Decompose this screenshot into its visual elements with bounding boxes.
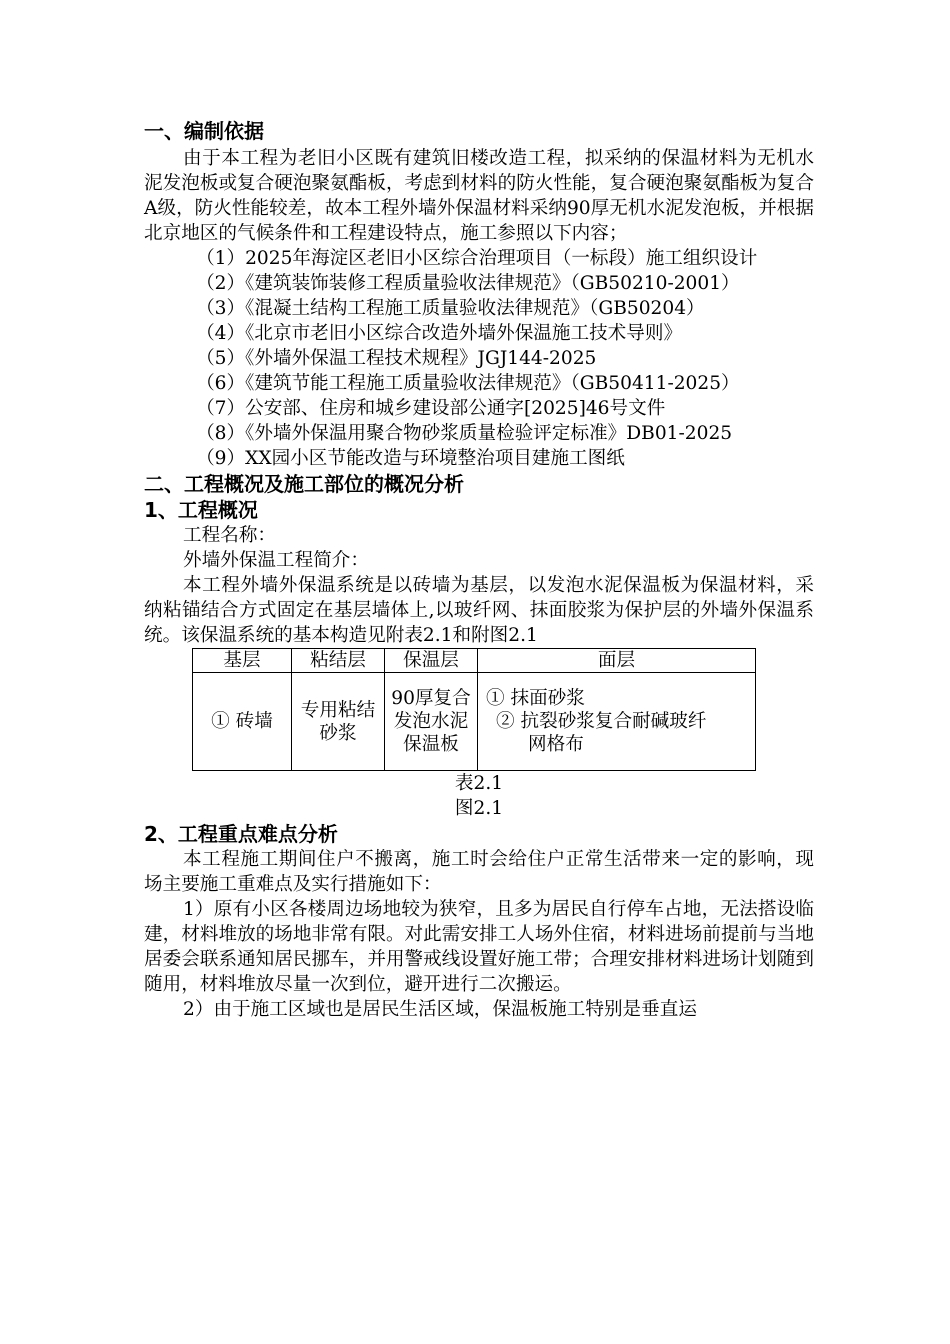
reference-item: （5）《外墙外保温工程技术规程》JGJ144-2025 <box>196 348 597 369</box>
document-page <box>144 118 814 1022</box>
header-cell-face: 面层 <box>478 649 756 673</box>
section-1-intro: 由于本工程为老旧小区既有建筑旧楼改造工程，拟采纳的保温材料为无机水泥发泡板或复合硬泡聚氨酯板，考虑到材料的防火性能，复合硬泡聚氨酯板为复合A级，防火性能较差，故本工程外墙外保温材料采纳90厚无机水泥发泡板，并根据北京地区的气候条件和工程建设特点，施工参照以下内容； <box>144 148 814 244</box>
table-caption: 表2.1 <box>454 773 504 794</box>
reference-item: （8）《外墙外保温用聚合物砂浆质量检验评定标准》DB01-2025 <box>196 423 733 444</box>
reference-item: （7）公安部、住房和城乡建设部公通字[2025]46号文件 <box>196 398 666 419</box>
header-cell-bond: 粘结层 <box>292 649 385 673</box>
reference-item: （2）《建筑装饰装修工程质量验收法律规范》（GB50210-2001） <box>196 273 740 294</box>
project-intro-label: 外墙外保温工程简介： <box>183 550 369 571</box>
table-header-row <box>193 649 756 673</box>
difficulty-item-1: 1）原有小区各楼周边场地较为狭窄，且多为居民自行停车占地，无法搭设临建，材料堆放的场地非常有限。对此需安排工人场外住宿，材料进场前提前与当地居委会联系通知居民挪车，并用警戒线设置好施工带；合理安排材料进场计划随到随用，材料堆放尽量一次到位，避开进行二次搬运。 <box>144 899 814 995</box>
difficulty-intro: 本工程施工期间住户不搬离，施工时会给住户正常生活带来一定的影响，现场主要施工重难点及实行措施如下： <box>144 849 814 895</box>
section-2-heading: 二、工程概况及施工部位的概况分析 <box>144 472 464 496</box>
cell-bond: 专用粘结砂浆 <box>292 673 385 771</box>
reference-item: （9）XX园小区节能改造与环境整治项目建施工图纸 <box>196 448 625 469</box>
reference-item: （4）《北京市老旧小区综合改造外墙外保温施工技术导则》 <box>196 323 683 344</box>
structure-table <box>192 648 756 771</box>
face-layer-2: ② 抗裂砂浆复合耐碱玻纤 <box>496 711 707 732</box>
face-layer-1: ① 抹面砂浆 <box>486 688 585 709</box>
cell-base: ① 砖墙 <box>193 673 292 771</box>
face-layer-2-cont: 网格布 <box>528 734 584 755</box>
cell-insulation: 90厚复合发泡水泥保温板 <box>385 673 478 771</box>
subsection-2-heading: 2、工程重点难点分析 <box>144 822 338 846</box>
table-row <box>193 673 756 771</box>
project-description: 本工程外墙外保温系统是以砖墙为基层，以发泡水泥保温板为保温材料，采纳粘锚结合方式固定在基层墙体上,以玻纤网、抹面胶浆为保护层的外墙外保温系统。该保温系统的基本构造见附表2.1和附图2.1 <box>144 575 814 646</box>
reference-item: （1）2025年海淀区老旧小区综合治理项目（一标段）施工组织设计 <box>196 248 758 269</box>
header-cell-base: 基层 <box>193 649 292 673</box>
project-name-label: 工程名称： <box>183 525 277 546</box>
reference-item: （3）《混凝土结构工程施工质量验收法律规范》（GB50204） <box>196 298 705 319</box>
subsection-1-heading: 1、工程概况 <box>144 498 258 522</box>
reference-list <box>144 246 814 471</box>
cell-face <box>478 673 756 771</box>
figure-caption: 图2.1 <box>454 798 504 819</box>
header-cell-insulation: 保温层 <box>385 649 478 673</box>
difficulty-item-2: 2）由于施工区域也是居民生活区域，保温板施工特别是垂直运 <box>183 999 697 1020</box>
section-1-heading: 一、编制依据 <box>144 119 264 143</box>
reference-item: （6）《建筑节能工程施工质量验收法律规范》（GB50411-2025） <box>196 373 740 394</box>
